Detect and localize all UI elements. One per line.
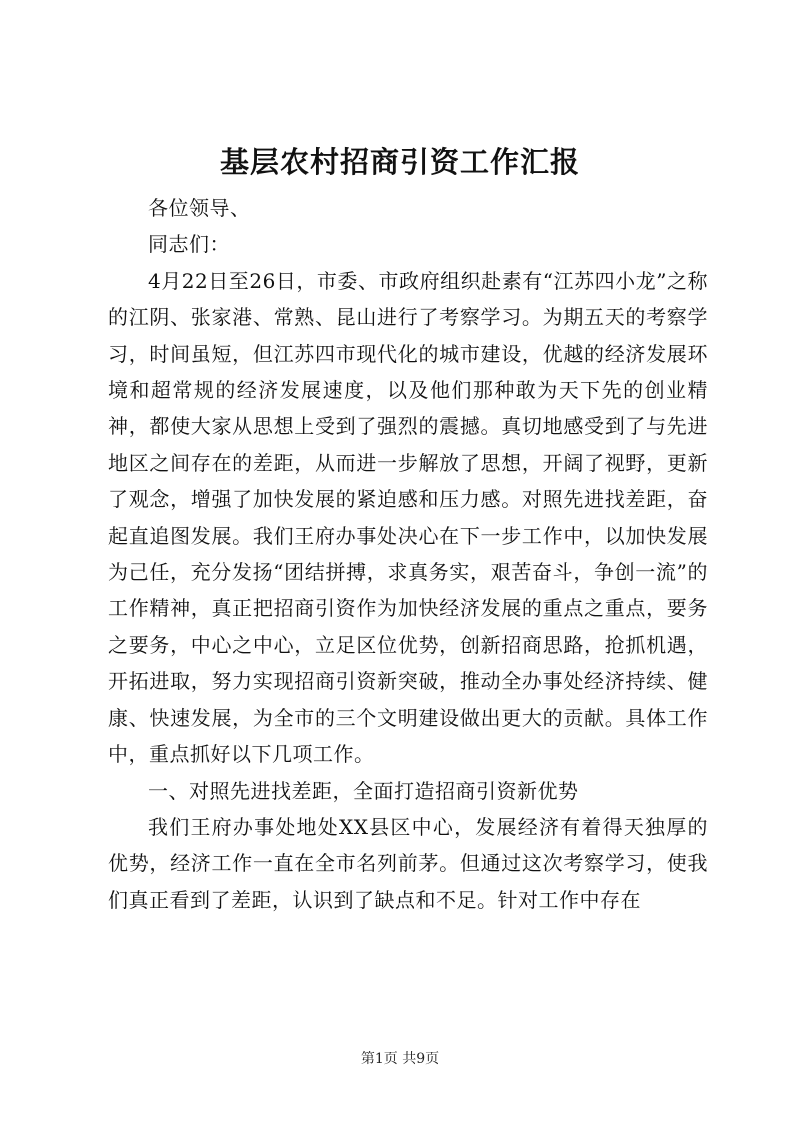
section-heading-1: 一、对照先进找差距，全面打造招商引资新优势 (148, 778, 579, 803)
intro-paragraph: 4月22日至26日，市委、市政府组织赴素有“江苏四小龙”之称的江阴、张家港、常熟、昆山进行了考察学习。为期五天的考察学习，时间虽短，但江苏四市现代化的城市建设，优越的经济发展环境和超常规的经济发展速度，以及他们那种敢为天下先的创业精神，都使大家从思想上受到了强烈的震撼。真切地感受到了与先进地区之间存在的差距，从而进一步解放了思想，开阔了视野，更新了观念，增强了加快发展的紧迫感和压力感。对照先进找差距，奋起直追图发展。我们王府办事处决心在下一步工作中，以加快发展为己任，充分发扬“团结拼搏，求真务实，艰苦奋斗，争创一流”的工作精神，真正把招商引资作为加快经济发展的重点之重点，要务之要务，中心之中心，立足区位优势，创新招商思路，抢抓机遇，开拓进取，努力实现招商引资新突破，推动全办事处经济持续、健康、快速发展，为全市的三个文明建设做出更大的贡献。具体工作中，重点抓好以下几项工作。 (108, 268, 708, 767)
document-title: 基层农村招商引资工作汇报 (219, 145, 580, 179)
salutation-line-1: 各位领导、 (148, 196, 251, 220)
section-1-paragraph: 我们王府办事处地处XX县区中心，发展经济有着得天独厚的优势，经济工作一直在全市名列前茅。但通过这次考察学习，使我们真正看到了差距，认识到了缺点和不足。针对工作中存在 (108, 814, 708, 912)
document-body (108, 190, 708, 918)
salutation-line-2: 同志们： (148, 232, 230, 257)
page-number-footer: 第1页 共9页 (360, 1051, 440, 1067)
